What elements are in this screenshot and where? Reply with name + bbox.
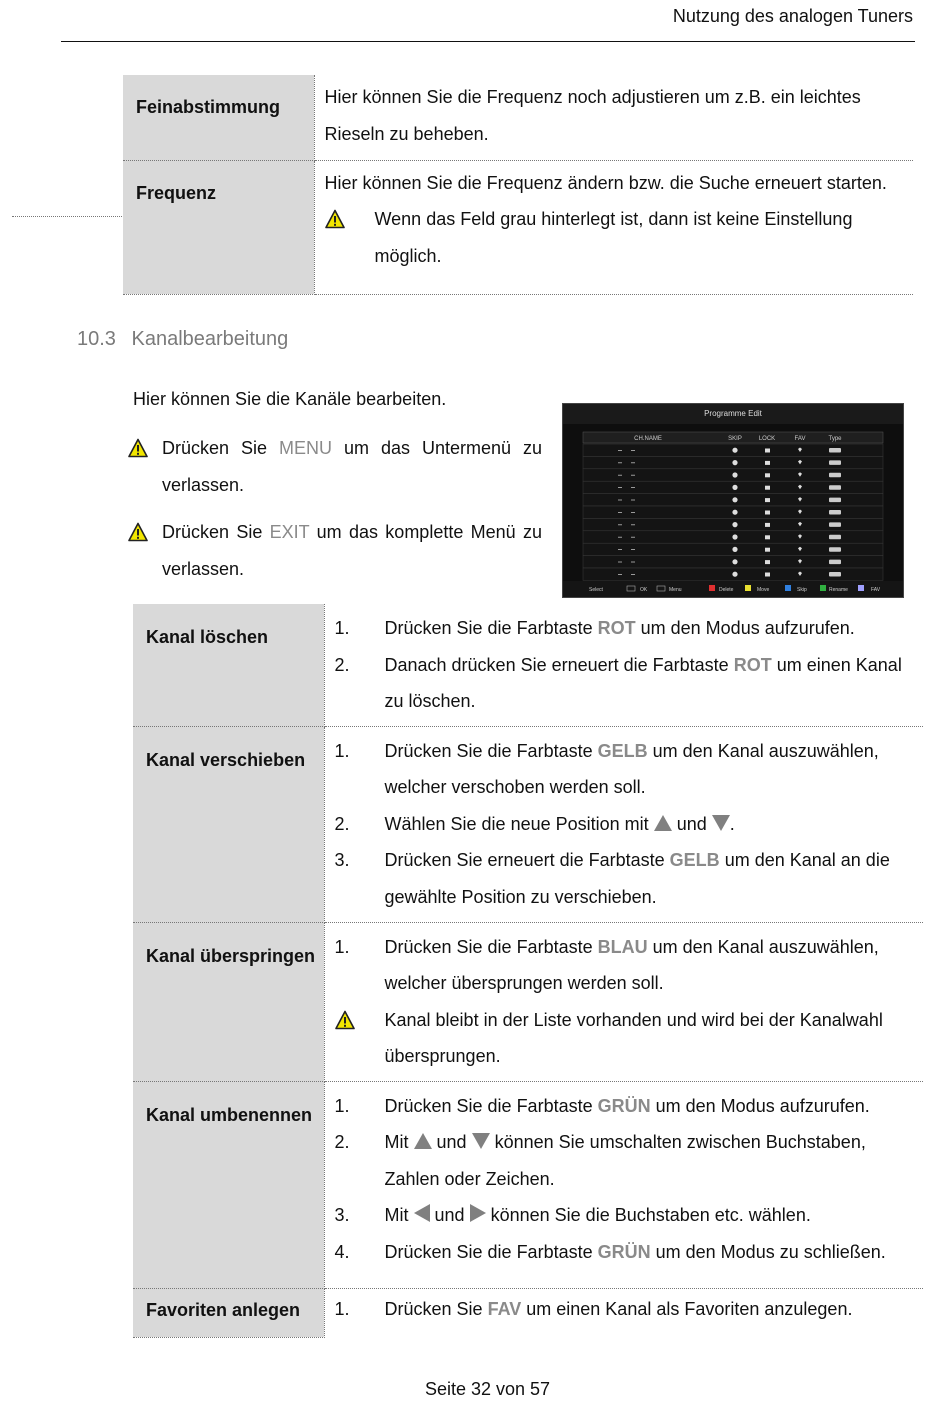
column-header: Type — [828, 436, 842, 442]
list-item: 2. Danach drücken Sie erneuert die Farbtaste ROT um einen Kanal zu löschen. — [334, 654, 902, 711]
screen-rows — [583, 444, 883, 580]
table-row — [133, 604, 923, 726]
row-label: Feinabstimmung — [123, 75, 314, 160]
down-arrow-icon — [712, 815, 730, 831]
type-badge — [829, 498, 841, 503]
skip-icon — [732, 534, 737, 539]
row-label: Frequenz — [123, 160, 314, 294]
row-text: Hier können Sie die Frequenz ändern bzw. die Suche erneuert starten. — [324, 172, 887, 193]
footer-delete: Delete — [719, 587, 734, 593]
warning-icon — [128, 438, 148, 458]
skip-icon — [732, 547, 737, 552]
row-content — [324, 604, 923, 726]
key-exit: EXIT — [269, 522, 310, 542]
table-row — [133, 922, 923, 1081]
lock-icon — [765, 511, 770, 515]
list-item: 2. Mit und können Sie umschalten zwischen Buchstaben, Zahlen oder Zeichen. — [334, 1132, 866, 1189]
skip-icon — [732, 522, 737, 527]
table-row — [133, 1081, 923, 1288]
settings-table — [123, 75, 913, 295]
row-label: Kanal überspringen — [133, 922, 324, 1081]
list-item: 1. Drücken Sie die Farbtaste GELB um den Kanal auszuwählen, welcher verschoben werden soll. — [334, 740, 879, 797]
table-row — [133, 726, 923, 922]
lock-icon — [765, 473, 770, 477]
type-badge — [829, 448, 841, 453]
screen-list-row — [583, 456, 883, 468]
row-label: Kanal umbenennen — [133, 1081, 324, 1288]
section-title: Kanalbearbeitung — [131, 328, 289, 350]
type-badge — [829, 535, 841, 540]
screen-list-row — [583, 444, 883, 456]
column-header: FAV — [794, 436, 806, 442]
footer-ok: OK — [640, 587, 648, 593]
skip-icon — [732, 460, 737, 465]
footer-select: Select — [589, 587, 603, 593]
rename-swatch — [820, 585, 826, 591]
row-content: Hier können Sie die Frequenz noch adjustieren um z.B. ein leichtes Rieseln zu beheben. — [314, 75, 913, 160]
column-header: LOCK — [758, 436, 776, 442]
skip-icon — [732, 497, 737, 502]
skip-icon — [732, 448, 737, 453]
skip-icon — [732, 510, 737, 515]
list-item: 3. Mit und können Sie die Buchstaben etc. wählen. — [334, 1205, 811, 1225]
table-row — [133, 1288, 923, 1337]
row-label: Kanal verschieben — [133, 726, 324, 922]
footer-move: Move — [757, 587, 770, 593]
type-badge — [829, 485, 841, 490]
lock-icon — [765, 560, 770, 564]
row-label: Kanal löschen — [133, 604, 324, 726]
fav-swatch — [858, 585, 864, 591]
intro-text: Hier können Sie die Kanäle bearbeiten. — [133, 389, 447, 409]
header-title: Nutzung des analogen Tuners — [672, 6, 913, 26]
note-exit: Drücken Sie EXIT um das komplette Menü zu verlassen. — [128, 514, 542, 588]
screen-list-row — [583, 568, 883, 580]
type-badge — [829, 522, 841, 527]
section-heading — [77, 328, 288, 351]
header-rule — [61, 41, 915, 42]
type-badge — [829, 473, 841, 478]
skip-icon — [732, 572, 737, 577]
row-content — [324, 1081, 923, 1288]
delete-swatch — [709, 585, 715, 591]
edit-functions-table — [133, 604, 923, 1338]
warning-note — [325, 201, 914, 274]
row-content — [324, 726, 923, 922]
footer-fav: FAV — [871, 587, 881, 593]
right-arrow-icon — [470, 1204, 486, 1222]
programme-edit-screenshot — [562, 403, 904, 598]
list-item: 3. Drücken Sie erneuert die Farbtaste GELB um den Kanal an die gewählte Position zu verschieben. — [334, 850, 890, 907]
screen-list-row — [583, 481, 883, 493]
screenshot-graphic — [563, 404, 903, 597]
row-content — [314, 160, 913, 294]
down-arrow-icon — [472, 1133, 490, 1149]
page-number: Seite 32 von 57 — [424, 1379, 551, 1399]
skip-swatch — [785, 585, 791, 591]
column-header: CH.NAME — [634, 436, 662, 442]
footer-menu: Menu — [669, 587, 682, 593]
type-badge — [829, 560, 841, 565]
screen-list-row — [583, 506, 883, 518]
warning-icon — [325, 209, 345, 229]
type-badge — [829, 510, 841, 515]
screen-list-row — [583, 494, 883, 506]
screen-list-row — [583, 556, 883, 568]
lock-icon — [765, 449, 770, 453]
warning-icon — [335, 1010, 355, 1030]
up-arrow-icon — [654, 815, 672, 831]
warning-icon — [128, 522, 148, 542]
screen-list-row — [583, 518, 883, 530]
table-row — [123, 160, 913, 294]
margin-mark — [12, 216, 130, 217]
screen-list-row — [583, 469, 883, 481]
lock-icon — [765, 461, 770, 465]
move-swatch — [745, 585, 751, 591]
row-content — [324, 922, 923, 1081]
warning-note: Kanal bleibt in der Liste vorhanden und wird bei der Kanalwahl übersprungen. — [325, 1002, 924, 1075]
up-arrow-icon — [414, 1133, 432, 1149]
lock-icon — [765, 486, 770, 490]
lock-icon — [765, 523, 770, 527]
footer-rename: Rename — [829, 587, 848, 593]
row-label: Favoriten anlegen — [133, 1288, 324, 1337]
type-badge — [829, 460, 841, 465]
lock-icon — [765, 548, 770, 552]
note-menu: Drücken Sie MENU um das Untermenü zu verlassen. — [128, 430, 542, 504]
screen-list-row — [583, 543, 883, 555]
section-number: 10.3 — [77, 328, 116, 350]
table-row — [123, 75, 913, 160]
type-badge — [829, 547, 841, 552]
lock-icon — [765, 573, 770, 577]
lock-icon — [765, 535, 770, 539]
list-item: 2. Wählen Sie die neue Position mit und . — [334, 813, 735, 834]
list-item: 1. Drücken Sie die Farbtaste GRÜN um den Modus aufzurufen. — [334, 1095, 870, 1116]
list-item: 4. Drücken Sie die Farbtaste GRÜN um den Modus zu schließen. — [334, 1241, 886, 1262]
warning-text: Wenn das Feld grau hinterlegt ist, dann ist keine Einstellung möglich. — [374, 209, 853, 266]
screen-title: Programme Edit — [704, 409, 762, 418]
skip-icon — [732, 559, 737, 564]
list-item: 1. Drücken Sie die Farbtaste ROT um den Modus aufzurufen. — [334, 618, 855, 638]
key-menu: MENU — [279, 438, 332, 458]
screen-list-row — [583, 531, 883, 543]
skip-icon — [732, 472, 737, 477]
left-arrow-icon — [414, 1204, 430, 1222]
row-content — [324, 1288, 923, 1337]
lock-icon — [765, 498, 770, 502]
list-item: 1. Drücken Sie die Farbtaste BLAU um den Kanal auszuwählen, welcher übersprungen werden soll. — [334, 936, 879, 993]
list-item: 1. Drücken Sie FAV um einen Kanal als Favoriten anzulegen. — [334, 1298, 853, 1319]
footer-skip: Skip — [797, 587, 807, 593]
type-badge — [829, 572, 841, 577]
skip-icon — [732, 485, 737, 490]
column-header: SKIP — [728, 436, 742, 442]
